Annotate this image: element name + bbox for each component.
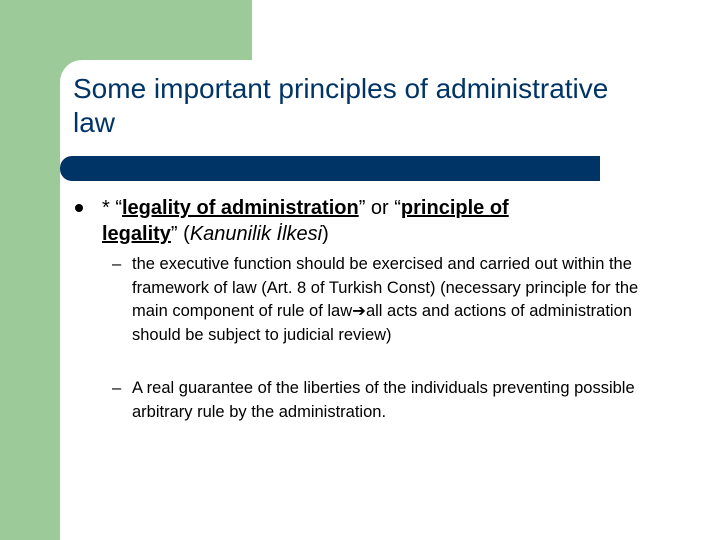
dash-marker: – xyxy=(112,379,122,397)
sub-bullet-text-part1: the executive function should be exercised and carried out within the framework of law (Art. 8 of Turkish Const) (necessary principle for the main component of rule of law xyxy=(132,255,639,320)
bullet-close: ” ( xyxy=(170,223,190,245)
term-legality: legality xyxy=(102,223,171,245)
term-principle-of: principle of xyxy=(400,197,509,219)
dash-marker: – xyxy=(112,255,122,273)
right-arrow-icon: ➔ xyxy=(352,302,366,320)
bullet-text xyxy=(75,195,635,247)
bullet-end: ) xyxy=(322,223,329,245)
round-bullet-icon xyxy=(75,204,83,212)
turkish-term: Kanunilik İlkesi xyxy=(189,223,323,245)
bullet-mid: ” or “ xyxy=(358,197,401,219)
green-left-band xyxy=(0,0,60,540)
sub-bullet-executive-function xyxy=(112,253,672,347)
sub-bullet-guarantee xyxy=(112,377,672,424)
term-legality-of-administration: legality of administration xyxy=(122,197,359,219)
title-divider-bar xyxy=(60,156,600,181)
bullet-prefix: * “ xyxy=(102,197,122,219)
sub-bullet-text: A real guarantee of the liberties of the individuals preventing possible arbitrary rule by the administration. xyxy=(132,379,635,421)
sub-bullet-text-part2: all acts and actions of administration should be subject to judicial review) xyxy=(132,302,632,344)
slide-title: Some important principles of administrative law xyxy=(73,73,609,138)
sub-bullet-text xyxy=(112,253,672,347)
bullet-item-legality xyxy=(75,195,635,247)
